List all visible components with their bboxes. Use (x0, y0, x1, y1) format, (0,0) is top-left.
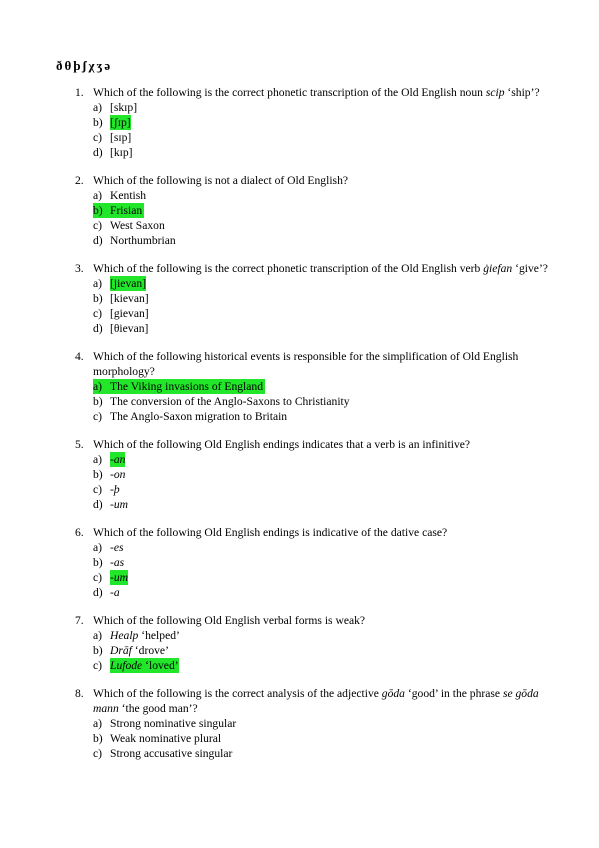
question-text: Which of the following historical events is responsible for the simplification of Old English morphology? (93, 350, 519, 378)
option-letter: b) (93, 468, 103, 481)
answer-option (93, 555, 555, 570)
option-text: [jievan] (110, 277, 147, 290)
option-letter: c) (93, 659, 103, 672)
option-letter: a) (93, 277, 103, 290)
answer-option (93, 379, 265, 394)
option-list (93, 628, 555, 673)
answer-option (93, 203, 144, 218)
option-text: -um (110, 571, 129, 584)
answer-option (93, 570, 555, 585)
question-text: Which of the following Old English verbal forms is weak? (93, 614, 366, 627)
answer-option (93, 306, 555, 321)
question-text: Which of the following Old English endings indicates that a verb is an infinitive? (93, 438, 471, 451)
answer-option (93, 716, 555, 731)
answer-option (93, 585, 555, 600)
option-text: [θievan] (110, 322, 149, 335)
question-number: 2. (75, 174, 84, 187)
option-text: Frisian (110, 204, 143, 217)
option-text: -an (110, 453, 126, 466)
option-letter: b) (93, 395, 103, 408)
option-text: -es (110, 541, 124, 554)
question-list (75, 85, 555, 774)
option-text: -þ (110, 483, 120, 496)
option-text: The Viking invasions of England (110, 380, 264, 393)
option-text: -on (110, 468, 126, 481)
option-letter: c) (93, 571, 103, 584)
option-text: Strong nominative singular (110, 717, 237, 730)
option-text: [kievan] (110, 292, 149, 305)
question-number: 1. (75, 86, 84, 99)
option-letter: b) (93, 556, 103, 569)
option-list (93, 100, 555, 160)
option-text: -um (110, 498, 129, 511)
answer-option (93, 482, 555, 497)
answer-option (93, 115, 555, 130)
option-letter: b) (93, 644, 103, 657)
answer-option (93, 452, 555, 467)
question-text: Which of the following is the correct analysis of the adjective gōda ‘good’ in the phrase se gōda mann ‘the good man’? (93, 687, 539, 715)
option-letter: b) (93, 292, 103, 305)
option-text: [sɪp] (110, 131, 132, 144)
question-2 (75, 173, 555, 248)
option-letter: b) (93, 116, 103, 129)
option-list (93, 276, 555, 336)
option-letter: a) (93, 101, 103, 114)
answer-option (93, 276, 555, 291)
answer-option (93, 658, 555, 673)
option-list (93, 188, 555, 248)
question-text: Which of the following is not a dialect of Old English? (93, 174, 349, 187)
option-text: -as (110, 556, 125, 569)
option-text: The conversion of the Anglo-Saxons to Christianity (110, 395, 350, 408)
option-letter: b) (93, 732, 103, 745)
answer-option (93, 145, 555, 160)
option-letter: a) (93, 189, 103, 202)
option-letter: a) (93, 380, 103, 393)
question-number: 4. (75, 350, 84, 363)
question-number: 7. (75, 614, 84, 627)
answer-option (93, 394, 555, 409)
option-text: Kentish (110, 189, 147, 202)
answer-option (93, 467, 555, 482)
option-letter: c) (93, 747, 103, 760)
option-letter: a) (93, 453, 103, 466)
answer-option (93, 291, 555, 306)
ipa-symbols-header: ðθþʃχʒə (56, 58, 113, 73)
option-letter: d) (93, 586, 103, 599)
option-text: Strong accusative singular (110, 747, 233, 760)
question-8 (75, 686, 555, 761)
answer-option (93, 628, 555, 643)
option-letter: c) (93, 131, 103, 144)
answer-option (93, 643, 555, 658)
answer-option (93, 731, 555, 746)
option-letter: c) (93, 483, 103, 496)
question-number: 3. (75, 262, 84, 275)
option-letter: d) (93, 146, 103, 159)
option-text: [skɪp] (110, 101, 138, 114)
question-1 (75, 85, 555, 160)
answer-option (93, 233, 555, 248)
question-text: Which of the following Old English endings is indicative of the dative case? (93, 526, 448, 539)
option-letter: c) (93, 410, 103, 423)
question-number: 5. (75, 438, 84, 451)
option-text: [kɪp] (110, 146, 133, 159)
answer-option (93, 321, 555, 336)
option-letter: d) (93, 322, 103, 335)
answer-option (93, 100, 555, 115)
answer-option (93, 130, 555, 145)
option-text: Drāf ‘drove’ (110, 644, 169, 657)
question-number: 8. (75, 687, 84, 700)
question-text: Which of the following is the correct phonetic transcription of the Old English noun scip ‘ship’? (93, 86, 540, 99)
option-letter: a) (93, 541, 103, 554)
option-text: [ʃɪp] (110, 116, 131, 129)
question-3 (75, 261, 555, 336)
option-letter: a) (93, 717, 103, 730)
question-text: Which of the following is the correct phonetic transcription of the Old English verb ġiefan ‘give’? (93, 262, 548, 275)
question-5 (75, 437, 555, 512)
answer-option (93, 540, 555, 555)
option-text: Northumbrian (110, 234, 176, 247)
option-letter: c) (93, 307, 103, 320)
option-letter: b) (93, 204, 103, 217)
option-list (93, 379, 555, 424)
option-letter: d) (93, 498, 103, 511)
answer-option (93, 188, 555, 203)
question-4 (75, 349, 555, 424)
option-text: -a (110, 586, 120, 599)
answer-option (93, 497, 555, 512)
option-letter: a) (93, 629, 103, 642)
answer-option (93, 409, 555, 424)
option-letter: c) (93, 219, 103, 232)
question-7 (75, 613, 555, 673)
option-letter: d) (93, 234, 103, 247)
option-list (93, 452, 555, 512)
question-number: 6. (75, 526, 84, 539)
answer-option (93, 218, 555, 233)
question-6 (75, 525, 555, 600)
option-text: Healp ‘helped’ (110, 629, 180, 642)
option-text: West Saxon (110, 219, 165, 232)
option-text: The Anglo-Saxon migration to Britain (110, 410, 288, 423)
answer-option (93, 746, 555, 761)
option-text: [gievan] (110, 307, 149, 320)
option-list (93, 716, 555, 761)
option-list (93, 540, 555, 600)
option-text: Weak nominative plural (110, 732, 222, 745)
option-text: Lufode ‘loved’ (110, 659, 179, 672)
